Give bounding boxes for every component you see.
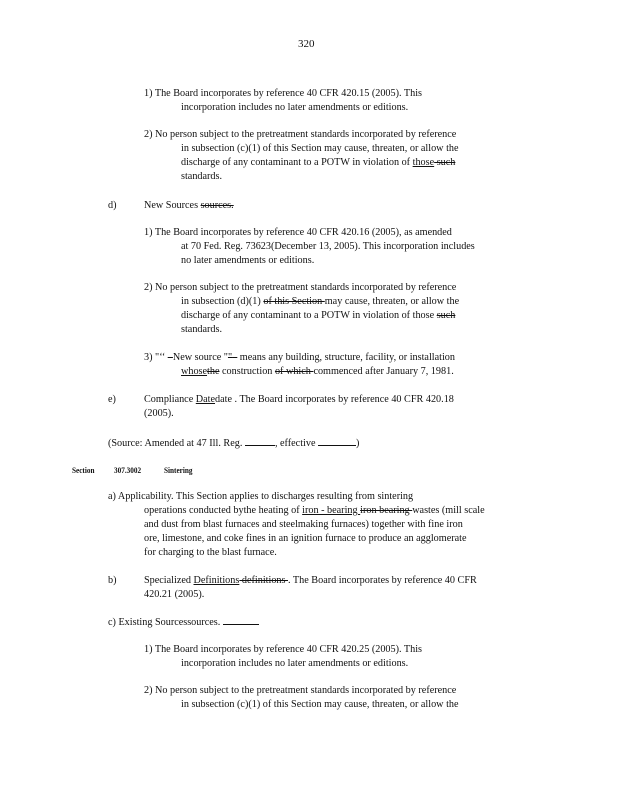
- section-label: Section: [72, 465, 95, 475]
- d3-deleted-dash: ‒: [232, 352, 238, 363]
- d2-line-3: [181, 309, 455, 322]
- d2-line-2: [181, 295, 459, 308]
- e-line-1: [144, 393, 454, 406]
- c2-line-3: [181, 156, 455, 169]
- d3-deleted-of-which: of which: [274, 366, 314, 377]
- source-text-c: ): [356, 438, 360, 449]
- c2-inserted-text: those: [412, 157, 435, 168]
- d2-text-c: discharge of any contaminant to a POTW in violation of those: [181, 310, 437, 321]
- source-blank-2: [318, 435, 356, 446]
- sc-label-text: c) Existing Sourcessources.: [108, 617, 221, 628]
- d3-line-2: [181, 365, 454, 378]
- e-line-2: (2005).: [144, 408, 174, 419]
- e-text-b: date . The Board incorporates by reference 40 CFR 420.18: [215, 394, 454, 405]
- d-title-text: New Sources: [144, 200, 201, 211]
- c2-line-4: standards.: [181, 171, 223, 182]
- sc2-line-1: 2) No person subject to the pretreatment standards incorporated by reference: [144, 685, 457, 696]
- section-title: Sintering: [164, 465, 193, 475]
- d3-definition: means any building, structure, facility, or installation: [237, 352, 455, 363]
- sb-line-1: [144, 574, 477, 587]
- sa-deleted-text: iron bearing: [360, 505, 413, 516]
- sc-label: [108, 616, 259, 629]
- c2-line-2: in subsection (c)(1) of this Section may cause, threaten, or allow the: [181, 143, 459, 154]
- d3-deleted-the: the: [207, 366, 220, 377]
- d2-line-1: 2) No person subject to the pretreatment standards incorporated by reference: [144, 282, 457, 293]
- sb-inserted-text: Definitions: [193, 575, 240, 586]
- d2-deleted-such: such: [436, 310, 456, 321]
- sb-label: b): [108, 575, 117, 586]
- source-text-b: , effective: [274, 438, 319, 449]
- e-inserted-date: Date: [195, 394, 216, 405]
- sb-text-a: Specialized: [144, 575, 194, 586]
- d-label: d): [108, 200, 117, 211]
- d-title: [144, 199, 234, 212]
- d3-deleted-a: ‒: [167, 352, 173, 363]
- c2-line-1: 2) No person subject to the pretreatment standards incorporated by reference: [144, 129, 457, 140]
- d1-line-2: at 70 Fed. Reg. 73623(December 13, 2005). This incorporation includes: [181, 241, 475, 252]
- e-text-a: Compliance: [144, 394, 196, 405]
- sb-deleted-text: definitions: [239, 575, 289, 586]
- sa-text-b: wastes (mill scale: [412, 505, 485, 516]
- d-title-deleted: sources.: [200, 200, 234, 211]
- page-number: 320: [298, 38, 315, 50]
- section-number: 307.3002: [114, 465, 142, 475]
- sa-text-a: operations conducted bythe heating of: [144, 505, 303, 516]
- source-text-a: (Source: Amended at 47 Ill. Reg.: [108, 438, 245, 449]
- sc-blank: [223, 618, 259, 625]
- c2-deleted-text: such: [434, 157, 456, 168]
- source-note: [108, 435, 359, 450]
- sc1-line-1: 1) The Board incorporates by reference 40 CFR 420.25 (2005). This: [144, 644, 423, 655]
- d2-text-b: may cause, threaten, or allow the: [324, 296, 460, 307]
- d2-text-a: in subsection (d)(1): [181, 296, 264, 307]
- d3-line-1: [144, 351, 455, 364]
- sc2-line-2: in subsection (c)(1) of this Section may cause, threaten, or allow the: [181, 699, 459, 710]
- sa-line-5: for charging to the blast furnace.: [144, 547, 277, 558]
- source-blank-1: [245, 435, 275, 446]
- e-label: e): [108, 394, 116, 405]
- sc1-line-2: incorporation includes no later amendments or editions.: [181, 658, 409, 669]
- sa-inserted-text: iron - bearing: [302, 505, 361, 516]
- sa-line-3: and dust from blast furnaces and steelmaking furnaces) together with fine iron: [144, 519, 463, 530]
- d1-line-3: no later amendments or editions.: [181, 255, 315, 266]
- d3-num: 3) "‘‘: [144, 352, 168, 363]
- d2-deleted-text: of this Section: [263, 296, 325, 307]
- d3-construction: construction: [219, 366, 275, 377]
- sa-line-2: [144, 504, 485, 517]
- d3-term: New source ": [172, 352, 228, 363]
- d3-inserted-whose: whose: [181, 366, 208, 377]
- sa-line-1: a) Applicability. This Section applies to discharges resulting from sintering: [108, 491, 414, 502]
- sa-line-4: ore, limestone, and coke fines in an ignition furnace to produce an agglomerate: [144, 533, 467, 544]
- c1-line-2: incorporation includes no later amendments or editions.: [181, 102, 409, 113]
- d3-commenced: commenced after January 7, 1981.: [313, 366, 454, 377]
- d3-deleted-quote: ": [227, 352, 233, 363]
- sb-text-b: . The Board incorporates by reference 40 CFR: [288, 575, 477, 586]
- d2-line-4: standards.: [181, 324, 223, 335]
- sb-line-2: 420.21 (2005).: [144, 589, 205, 600]
- d1-line-1: 1) The Board incorporates by reference 40 CFR 420.16 (2005), as amended: [144, 227, 452, 238]
- c2-text: discharge of any contaminant to a POTW in violation of: [181, 157, 413, 168]
- c1-line-1: 1) The Board incorporates by reference 40 CFR 420.15 (2005). This: [144, 88, 423, 99]
